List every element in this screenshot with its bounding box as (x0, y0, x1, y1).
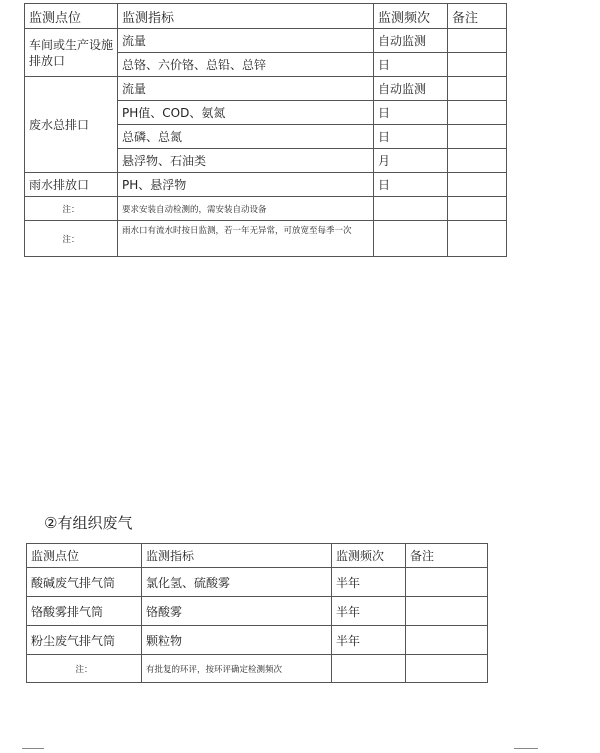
frequency-cell: 半年 (332, 597, 406, 626)
note-text: 有批复的环评，按环评确定检测频次 (142, 655, 332, 683)
remark-cell (448, 101, 507, 125)
monitoring-point-cell: 车间或生产设施排放口 (25, 29, 118, 77)
indicator-cell: 流量 (118, 29, 374, 53)
header-monitoring-point: 监测点位 (25, 4, 118, 29)
header-remark: 备注 (406, 544, 488, 568)
remark-cell (406, 626, 488, 655)
frequency-cell: 日 (374, 173, 448, 197)
remark-cell (448, 29, 507, 53)
note-empty-cell (374, 197, 448, 221)
table-header-row (25, 4, 507, 29)
remark-cell (448, 77, 507, 101)
indicator-cell: 悬浮物、石油类 (118, 149, 374, 173)
header-monitoring-frequency: 监测频次 (332, 544, 406, 568)
note-empty-cell (374, 221, 448, 257)
table-row (27, 626, 488, 655)
note-empty-cell (406, 655, 488, 683)
remark-cell (448, 125, 507, 149)
table-row (25, 173, 507, 197)
remark-cell (448, 53, 507, 77)
header-monitoring-indicator: 监测指标 (118, 4, 374, 29)
note-empty-cell (448, 197, 507, 221)
remark-cell (448, 173, 507, 197)
note-row (25, 221, 507, 257)
indicator-cell: 总磷、总氮 (118, 125, 374, 149)
header-monitoring-point: 监测点位 (27, 544, 142, 568)
frequency-cell: 月 (374, 149, 448, 173)
frequency-cell: 日 (374, 101, 448, 125)
page-edge-mark-right (514, 748, 538, 749)
note-empty-cell (332, 655, 406, 683)
table-row (25, 77, 507, 101)
monitoring-point-cell: 酸碱废气排气筒 (27, 568, 142, 597)
remark-cell (406, 597, 488, 626)
indicator-cell: PH值、COD、氨氮 (118, 101, 374, 125)
note-text: 要求安装自动检测的，需安装自动设备 (118, 197, 374, 221)
page-edge-mark-left (22, 748, 44, 749)
frequency-cell: 半年 (332, 626, 406, 655)
table-row (27, 568, 488, 597)
header-remark: 备注 (448, 4, 507, 29)
monitoring-point-cell: 铬酸雾排气筒 (27, 597, 142, 626)
note-label: 注： (25, 197, 118, 221)
note-label: 注： (25, 221, 118, 257)
indicator-cell: PH、悬浮物 (118, 173, 374, 197)
frequency-cell: 自动监测 (374, 77, 448, 101)
remark-cell (406, 568, 488, 597)
indicator-cell: 流量 (118, 77, 374, 101)
note-row (25, 197, 507, 221)
note-label: 注： (27, 655, 142, 683)
frequency-cell: 半年 (332, 568, 406, 597)
table-header-row (27, 544, 488, 568)
header-monitoring-indicator: 监测指标 (142, 544, 332, 568)
organized-exhaust-gas-table (26, 543, 488, 683)
monitoring-point-cell: 废水总排口 (25, 77, 118, 173)
note-row (27, 655, 488, 683)
indicator-cell: 铬酸雾 (142, 597, 332, 626)
indicator-cell: 总铬、六价铬、总铅、总锌 (118, 53, 374, 77)
table-row (27, 597, 488, 626)
frequency-cell: 日 (374, 53, 448, 77)
frequency-cell: 日 (374, 125, 448, 149)
note-text: 雨水口有流水时按日监测，若一年无异常，可放宽至每季一次 (118, 221, 374, 257)
note-empty-cell (448, 221, 507, 257)
monitoring-point-cell: 粉尘废气排气筒 (27, 626, 142, 655)
frequency-cell: 自动监测 (374, 29, 448, 53)
indicator-cell: 氯化氢、硫酸雾 (142, 568, 332, 597)
remark-cell (448, 149, 507, 173)
table-row (25, 29, 507, 53)
wastewater-monitoring-table (24, 3, 507, 257)
header-monitoring-frequency: 监测频次 (374, 4, 448, 29)
monitoring-point-cell: 雨水排放口 (25, 173, 118, 197)
indicator-cell: 颗粒物 (142, 626, 332, 655)
section-heading: ②有组织废气 (44, 514, 133, 532)
